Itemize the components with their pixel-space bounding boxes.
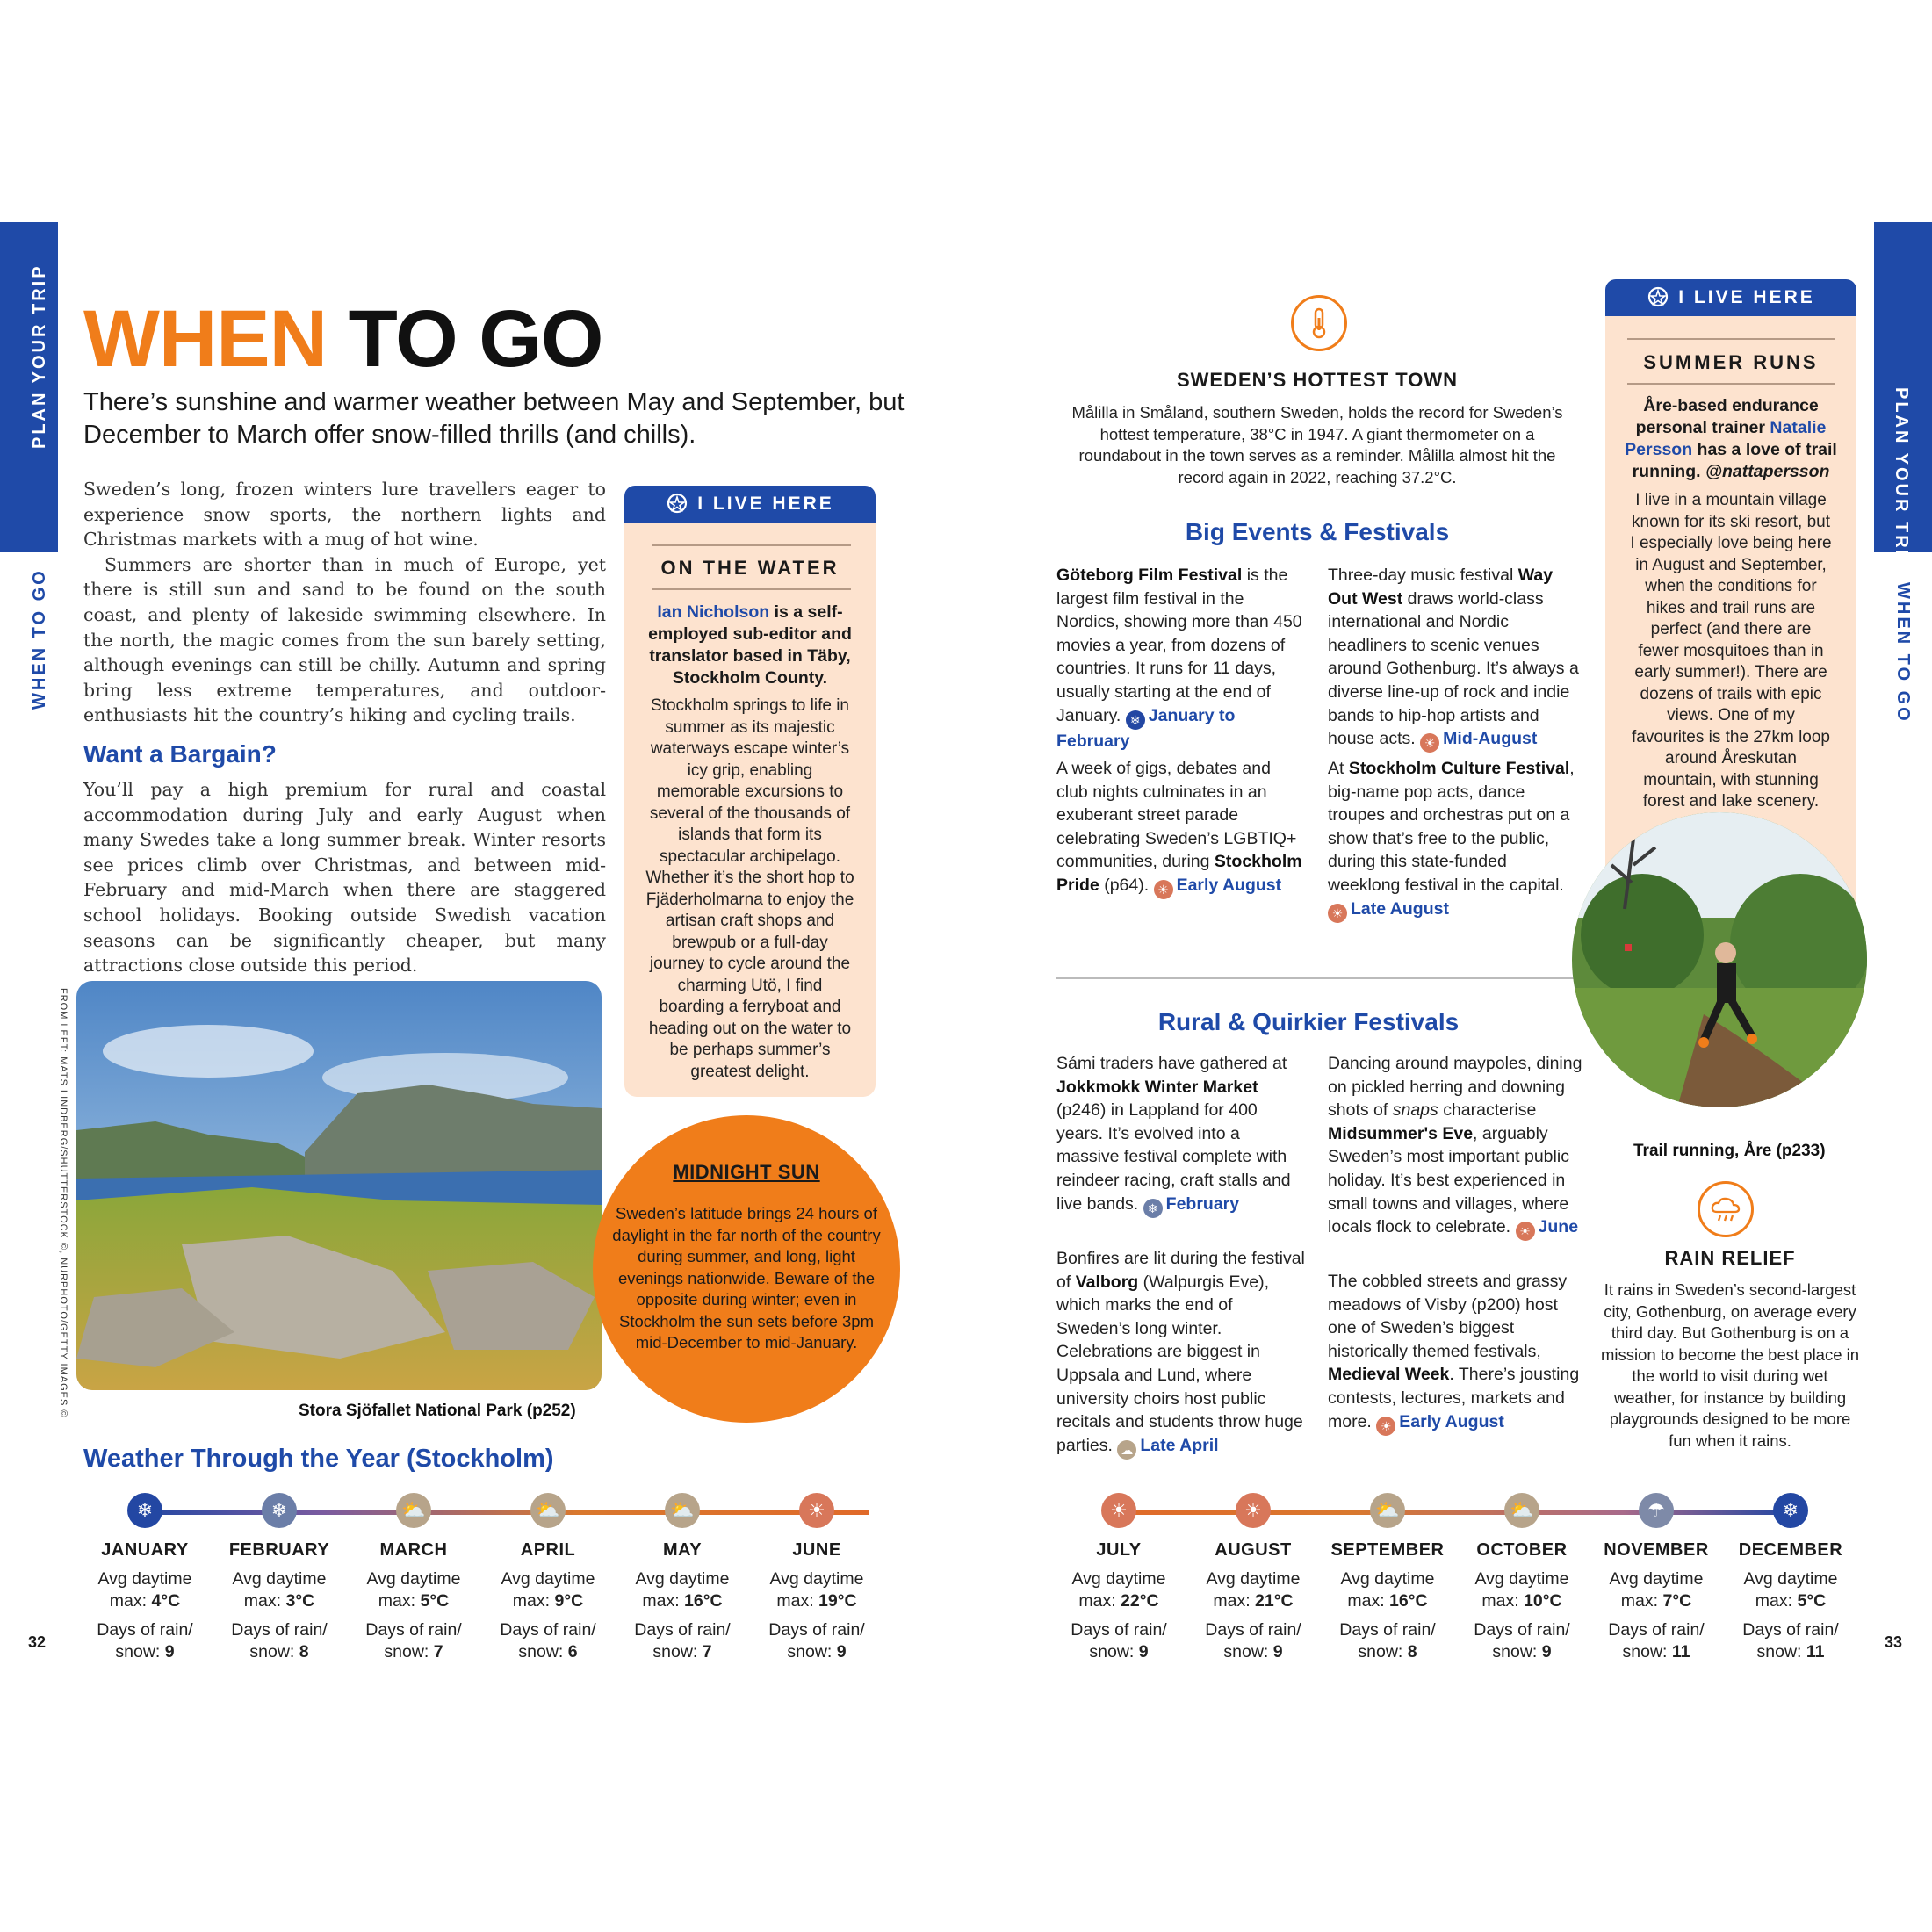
month-rain-days: Days of rain/ snow: 9 [768,1620,865,1662]
bargain-heading: Want a Bargain? [83,740,277,768]
event-date: Early August [1176,875,1282,895]
sun-icon: ☀ [1236,1493,1271,1528]
live-here-title: SUMMER RUNS [1643,351,1819,373]
title-to-go: TO GO [348,294,603,384]
rain-relief-title: RAIN RELIEF [1664,1247,1796,1269]
event-name: Stockholm Culture Festival [1348,759,1570,778]
month-rain-days: Days of rain/ snow: 11 [1608,1620,1705,1662]
month-name: NOVEMBER [1604,1540,1709,1560]
month-max-temp: Avg daytime max: 10°C [1474,1569,1569,1611]
hottest-town-body: Målilla in Småland, southern Sweden, holds the record for Sweden’s hottest temperature, 38°C in 1947. A giant thermometer on a roundabout in the town serves as a reminder. Målilla almost hit the record again in 2022, reaching 37.2°C. [1071,403,1563,487]
live-here-tab [624,486,876,523]
divider [1627,383,1835,385]
midnight-sun-body: Sweden’s latitude brings 24 hours of daylight in the far north of the country during summer, and long, light evenings nationwide. Beware of the opposite during winter; even in Stockholm the sun sets before 3pm mid-December to mid-January. [612,1204,881,1352]
snowflake-icon: ❄ [1126,710,1145,730]
event-goteborg-film: Göteborg Film Festival is the largest film festival in the Nordics, showing more than 450 movies a year, from dozens of countries. It runs for 11 days, usually starting at the end of January. ❄ January to February [1056,566,1302,751]
midnight-sun-title: MIDNIGHT SUN [673,1161,820,1183]
author-name: Natalie Persson [1625,418,1827,459]
rural-festivals-heading: Rural & Quirkier Festivals [1157,1008,1460,1035]
month-max-temp: Avg daytime max: 5°C [1743,1569,1838,1611]
sun-icon: ☀ [799,1493,834,1528]
rain-cloud-icon: ☂ [1639,1493,1674,1528]
live-here-body: I live in a mountain village known for its ski resort, but I especially love being here in August and September, when the conditions for hikes and trail runs are perfect (and there are fewer mosquitoes than in early summer!). There are dozens of trails with epic views. One of my favourites is the 27km loop around Åreskutan mountain, with stunning forest and lake scenery. [1630,491,1832,811]
cloud-sun-icon: ☁ [1117,1440,1136,1460]
month-rain-days: Days of rain/ snow: 9 [1474,1620,1570,1662]
month-name: JANUARY [101,1540,189,1560]
festival-date: February [1165,1193,1240,1214]
event-name: Stockholm Pride [1056,852,1302,895]
photo-caption-trail: Trail running, Åre (p233) [1633,1142,1826,1160]
page-number-right: 33 [1885,1633,1903,1651]
sun-icon: ☀ [1154,880,1173,899]
festival-date: June [1538,1217,1579,1237]
month-max-temp: Avg daytime max: 16°C [1340,1569,1435,1611]
event-name: Göteborg Film Festival [1056,566,1243,585]
sun-icon: ☀ [1328,904,1347,923]
month-name: MARCH [379,1540,448,1560]
festival-midsummer: Dancing around maypoles, dining on pickled herring and downing shots of snaps characterise Midsummer's Eve, arguably Sweden’s most important public holiday. It’s best experienced in small towns and villages, where locals flock to celebrate. ☀ June [1328,1052,1582,1241]
month-max-temp: Avg daytime max: 7°C [1609,1569,1704,1611]
month-name: FEBRUARY [228,1540,330,1560]
month-max-temp: Avg daytime max: 16°C [635,1569,730,1611]
month-name: SEPTEMBER [1330,1540,1445,1560]
festival-jokkmokk: Sámi traders have gathered at Jokkmokk Winter Market (p246) in Lappland for 400 years. It’s evolved into a massive festival complete with reindeer racing, craft stalls and live bands. ❄ February [1056,1052,1305,1218]
event-stockholm-pride: A week of gigs, debates and club nights culminates in an exuberant street parade celebrating Sweden’s LGBTIQ+ communities, during Stockholm Pride (p64). ☀ Early August [1056,757,1305,899]
live-here-author: Åre-based endurance personal trainer Natalie Persson has a love of trail running. @nattapersson [1625,396,1837,481]
month-rain-days: Days of rain/ snow: 9 [1205,1620,1301,1662]
month-rain-days: Days of rain/ snow: 11 [1742,1620,1839,1662]
landscape-image [76,981,602,1390]
trail-running-photo [1572,812,1867,1107]
cloud-sun-icon: ⛅ [1370,1493,1405,1528]
weather-heading: Weather Through the Year (Stockholm) [83,1445,554,1473]
live-here-body: Stockholm springs to life in summer as its majestic waterways escape winter’s icy grip, enabling memorable excursions to several of the thousands of islands that form its spectacular archipelago. Whether it’s the short hop to Fjäderholmarna to enjoy the artisan craft shops and brewpub or a full-day journey to cycle around the charming Utö, I find boarding a ferryboat and heading out on the water to be perhaps summer’s greatest delight. [645,696,854,1081]
month-max-temp: Avg daytime max: 3°C [232,1569,327,1611]
cloud-sun-icon: ⛅ [665,1493,700,1528]
month-name: AUGUST [1215,1540,1292,1560]
month-name: JULY [1096,1540,1142,1560]
month-max-temp: Avg daytime max: 4°C [97,1569,192,1611]
side-tab-left [0,222,58,552]
side-label-plan-right: PLAN YOUR TRIP [1892,387,1911,573]
rain-relief-body: It rains in Sweden’s second-largest city, Gothenburg, on average every third day. But Gothenburg is on a mission to become the best place in the world to visit during wet weather, for instance by building playgrounds designed to be more fun when it rains. [1600,1280,1860,1450]
festival-valborg: Bonfires are lit during the festival of Valborg (Walpurgis Eve), which marks the end of Sweden’s long winter. Celebrations are biggest in Uppsala and Lund, where university choirs host public recitals and students throw huge parties. ☁ Late April [1056,1247,1305,1460]
snowflake-icon: ❄ [127,1493,162,1528]
month-name: JUNE [792,1540,841,1560]
author-name: Ian Nicholson [657,602,770,622]
page-title [83,294,603,384]
bargain-paragraph: You’ll pay a high premium for rural and coastal accommodation during July and early August when many Swedes take a long summer break. Winter resorts see prices climb over Christmas, and between mid-February and mid-March when there are staggered school holidays. Booking outside Swedish vacation seasons can be significantly cheaper, but many attractions close outside this period. [83,779,606,977]
snowflake-icon: ❄ [1773,1493,1808,1528]
location-badge-icon [666,493,688,515]
month-rain-days: Days of rain/ snow: 6 [500,1620,596,1662]
festival-name: Midsummer's Eve [1328,1123,1474,1143]
event-name: Way Out West [1328,566,1554,609]
festival-name: Jokkmokk Winter Market [1056,1077,1258,1097]
live-here-tab-label: I LIVE HERE [697,494,834,514]
month-rain-days: Days of rain/ snow: 9 [97,1620,193,1662]
month-rain-days: Days of rain/ snow: 7 [365,1620,462,1662]
snowflake-icon: ❄ [262,1493,297,1528]
live-here-title: ON THE WATER [660,557,840,579]
live-here-tab-label: I LIVE HERE [1678,287,1815,307]
live-here-tab [1605,279,1856,316]
body-paragraph-1: Sweden’s long, frozen winters lure travellers eager to experience snow sports, the northern lights and Christmas markets with a mug of hot wine. [83,479,606,551]
body-paragraph-2: Summers are shorter than in much of Europe, yet there is still sun and sand to be found on the south coast, and plenty of lakeside swimming elsewhere. In the north, the magic comes from the sun barely setting, although evenings can still be chilly. Autumn and spring bring less extreme temperatures, and outdoor-enthusiasts hit the country’s hiking and cycling trails. [83,553,606,726]
author-description: is a self-employed sub-editor and translator based in Täby, Stockholm County. [648,602,852,688]
festival-name: Medieval Week [1328,1365,1450,1385]
rain-cloud-icon [1698,1181,1754,1237]
side-tab-right [1874,222,1932,573]
month-name: APRIL [520,1540,576,1560]
author-handle: @nattapersson [1705,462,1830,481]
event-date: Mid-August [1443,729,1538,749]
month-max-temp: Avg daytime max: 19°C [769,1569,864,1611]
intro-text: There’s sunshine and warmer weather between May and September, but December to March offer snow-filled thrills (and chills). [83,388,905,449]
cloud-sun-icon: ⛅ [396,1493,431,1528]
month-rain-days: Days of rain/ snow: 8 [1339,1620,1436,1662]
live-here-author [641,602,859,689]
snowflake-icon: ❄ [1143,1199,1163,1218]
stora-sjofallet-photo [76,981,602,1390]
timeline-line-right [1115,1510,1791,1515]
month-max-temp: Avg daytime max: 21°C [1206,1569,1301,1611]
section-divider [1056,977,1592,979]
title-when: WHEN [83,294,328,384]
month-rain-days: Days of rain/ snow: 7 [634,1620,731,1662]
page-number-left: 32 [28,1633,47,1651]
cloud-sun-icon: ⛅ [1504,1493,1539,1528]
trail-runner-image [1572,812,1867,1107]
hottest-town-title: SWEDEN’S HOTTEST TOWN [1176,369,1459,391]
sun-icon: ☀ [1376,1417,1395,1436]
thermometer-icon [1291,295,1347,351]
festival-date: Late April [1140,1435,1219,1455]
festival-date: Early August [1399,1411,1504,1431]
side-label-when: WHEN TO GO [30,568,49,710]
big-events-heading: Big Events & Festivals [1185,518,1450,545]
event-culture-festival: At Stockholm Culture Festival, big-name pop acts, dance troupes and orchestras put on a show that’s free to the public, during this state-funded weeklong festival in the capital. ☀ Late August [1328,757,1582,923]
location-badge-icon [1647,286,1669,309]
body-paragraphs [83,477,606,728]
month-rain-days: Days of rain/ snow: 8 [231,1620,328,1662]
timeline-line-left [141,1510,869,1515]
festival-medieval-week: The cobbled streets and grassy meadows of Visby (p200) host one of Sweden’s biggest historically themed festivals, Medieval Week. There’s jousting contests, lectures, markets and more. ☀ Early August [1328,1270,1582,1436]
month-rain-days: Days of rain/ snow: 9 [1071,1620,1167,1662]
side-label-plan: PLAN YOUR TRIP [30,263,49,449]
event-date: Late August [1351,898,1449,919]
month-max-temp: Avg daytime max: 9°C [501,1569,595,1611]
event-way-out-west: Three-day music festival Way Out West draws world-class international and Nordic headliners to scenic venues around Gothenburg. It’s always a diverse line-up of rock and indie bands to hip-hop artists and house acts. ☀ Mid-August [1328,564,1582,753]
sun-icon: ☀ [1420,733,1439,753]
month-name: DECEMBER [1738,1540,1843,1560]
month-max-temp: Avg daytime max: 22°C [1071,1569,1166,1611]
sun-icon: ☀ [1516,1222,1535,1241]
side-label-when-right: WHEN TO GO [1893,582,1913,724]
month-name: OCTOBER [1476,1540,1568,1560]
divider [1627,338,1835,340]
cloud-sun-icon: ⛅ [530,1493,566,1528]
divider [652,588,851,590]
photo-caption-sjofallet: Stora Sjöfallet National Park (p252) [299,1402,576,1420]
sun-icon: ☀ [1101,1493,1136,1528]
month-name: MAY [662,1540,703,1560]
photo-credit: FROM LEFT: MATS LINDBERG/SHUTTERSTOCK ©, NURPHOTO/GETTY IMAGES © [58,988,68,1418]
month-max-temp: Avg daytime max: 5°C [366,1569,461,1611]
event-date: January to February [1056,705,1236,751]
festival-name: Valborg [1075,1272,1139,1292]
divider [652,544,851,546]
